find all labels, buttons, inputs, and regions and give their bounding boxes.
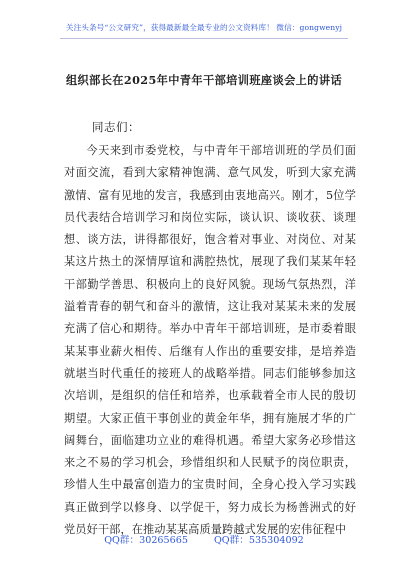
footer-contact [0, 532, 408, 546]
header-divider [60, 38, 348, 39]
greeting: 同志们： [92, 120, 140, 134]
document-title: 组织部长在2025年中青年干部培训班座谈会上的讲话 [65, 73, 343, 87]
body-paragraph: 今天来到市委党校，与中青年干部培训班的学员们面对面交流，看到大家精神饱满、意气风发，听到大家充满激情、富有见地的发言，我感到由衷地高兴。刚才，5位学员代表结合培训学习和岗位实际，谈认识、谈收获、谈理想、谈方法，讲得都很好，饱含着对事业、对岗位、对某某这片热土的深情厚谊和满腔热忱，展现了我们某某年轻干部勤学善思、积极向上的良好风貌。现场气氛热烈，洋溢着青春的朝气和奋斗的激情，这让我对某某未来的发展充满了信心和期待。举办中青年干部培训班，是市委着眼某某事业薪火相传、后继有人作出的重要安排，是培养造就堪当时代重任的接班人的战略举措。同志们能够参加这次培训，是组织的信任和培养，也承载着全市人民的殷切期望。大家正值干事创业的黄金年华，拥有施展才华的广阔舞台，面临建功立业的难得机遇。希望大家务必珍惜这来之不易的学习机会，珍惜组织和人民赋予的岗位职责，珍惜人生中最富创造力的宝贵时间，全身心投入学习实践真正做到学以修身、以学促干，努力成长为杨善洲式的好党员好干部，在推动某某高质量跨越式发展的宏伟征程中 [64, 144, 356, 537]
header-notice: 关注头条号“公文研究”，获得最新最全最专业的公文资料库！ 微信：gongwenyj [65, 23, 343, 32]
qq-group-1: QQ群：30265665 [104, 535, 188, 546]
qq-group-2: QQ群：535304092 [213, 535, 304, 546]
